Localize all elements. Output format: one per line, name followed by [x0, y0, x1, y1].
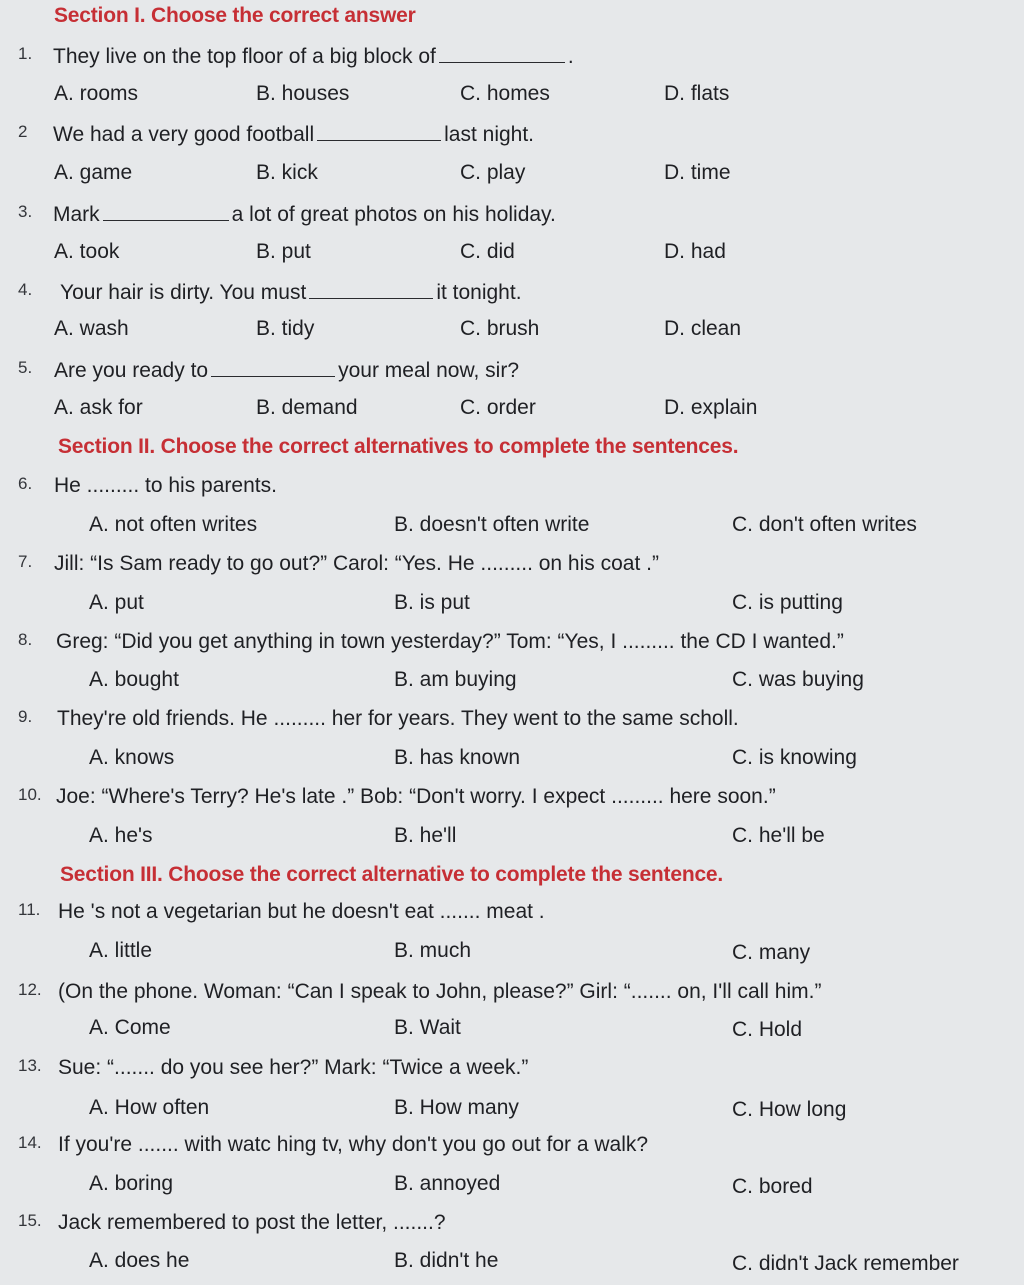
- option-d[interactable]: D. time: [664, 161, 731, 184]
- question-14: [0, 1133, 1024, 1165]
- option-c[interactable]: C. he'll be: [732, 824, 825, 847]
- question-number: 7.: [18, 552, 33, 571]
- option-c[interactable]: C. many: [732, 941, 811, 964]
- question-2: [0, 122, 1024, 154]
- question-text-end: it tonight.: [436, 281, 522, 304]
- option-b[interactable]: B. didn't he: [394, 1249, 499, 1272]
- section-2-title: Section II. Choose the correct alternatives to complete the sentences.: [58, 435, 739, 458]
- option-c[interactable]: C. Hold: [732, 1018, 803, 1041]
- option-c[interactable]: C. brush: [460, 317, 540, 340]
- option-b[interactable]: B. demand: [256, 396, 358, 419]
- option-a[interactable]: A. not often writes: [89, 513, 258, 536]
- question-number: 12.: [18, 980, 42, 999]
- question-text: If you're ....... with watc hing tv, why don't you go out for a walk?: [58, 1133, 649, 1156]
- question-text: Greg: “Did you get anything in town yesterday?” Tom: “Yes, I ......... the CD I wanted.”: [56, 630, 844, 653]
- option-a[interactable]: A. does he: [89, 1249, 190, 1272]
- answer-blank: [103, 202, 229, 221]
- option-b[interactable]: B. he'll: [394, 824, 457, 847]
- question-13: [0, 1056, 1024, 1088]
- option-c[interactable]: C. is putting: [732, 591, 843, 614]
- option-b[interactable]: B. houses: [256, 82, 350, 105]
- option-b[interactable]: B. kick: [256, 161, 318, 184]
- question-text: (On the phone. Woman: “Can I speak to John, please?” Girl: “....... on, I'll call him.”: [58, 980, 822, 1003]
- question-number: 5.: [18, 358, 33, 377]
- question-text: Sue: “....... do you see her?” Mark: “Twice a week.”: [58, 1056, 529, 1079]
- option-a[interactable]: A. little: [89, 939, 153, 962]
- question-text: They live on the top floor of a big block of: [53, 45, 436, 68]
- option-a[interactable]: A. How often: [89, 1096, 210, 1119]
- question-number: 3.: [18, 202, 33, 221]
- answer-blank: [211, 358, 335, 377]
- question-3: [0, 202, 1024, 234]
- question-10: [0, 785, 1024, 817]
- option-a[interactable]: A. boring: [89, 1172, 174, 1195]
- option-c[interactable]: C. How long: [732, 1098, 847, 1121]
- question-number: 4.: [18, 280, 33, 299]
- option-a[interactable]: A. took: [54, 240, 120, 263]
- question-6: [0, 474, 1024, 506]
- option-b[interactable]: B. has known: [394, 746, 521, 769]
- question-4: [0, 280, 1024, 312]
- question-text: Jill: “Is Sam ready to go out?” Carol: “Yes. He ......... on his coat .”: [54, 552, 659, 575]
- option-c[interactable]: C. did: [460, 240, 515, 263]
- question-number: 6.: [18, 474, 33, 493]
- option-c[interactable]: C. was buying: [732, 668, 864, 691]
- question-1: [0, 44, 1024, 76]
- question-8: [0, 630, 1024, 662]
- answer-blank: [439, 44, 565, 63]
- question-number: 11.: [18, 900, 41, 919]
- answer-blank: [317, 122, 441, 141]
- question-text: We had a very good football: [53, 123, 315, 146]
- question-text-end: a lot of great photos on his holiday.: [231, 203, 556, 226]
- option-b[interactable]: B. tidy: [256, 317, 315, 340]
- question-text: Mark: [53, 203, 100, 226]
- question-7: [0, 552, 1024, 584]
- option-d[interactable]: D. had: [664, 240, 726, 263]
- option-c[interactable]: C. is knowing: [732, 746, 857, 769]
- option-b[interactable]: B. much: [394, 939, 472, 962]
- option-d[interactable]: D. explain: [664, 396, 758, 419]
- section-3-title: Section III. Choose the correct alternative to complete the sentence.: [60, 863, 724, 886]
- option-d[interactable]: D. clean: [664, 317, 742, 340]
- option-c[interactable]: C. play: [460, 161, 526, 184]
- option-c[interactable]: C. don't often writes: [732, 513, 917, 536]
- question-number: 2: [18, 122, 28, 141]
- question-text: Joe: “Where's Terry? He's late .” Bob: “Don't worry. I expect ......... here soon.”: [56, 785, 776, 808]
- option-b[interactable]: B. am buying: [394, 668, 517, 691]
- option-a[interactable]: A. put: [89, 591, 144, 614]
- option-b[interactable]: B. is put: [394, 591, 470, 614]
- option-c[interactable]: C. bored: [732, 1175, 813, 1198]
- option-b[interactable]: B. Wait: [394, 1016, 461, 1039]
- option-b[interactable]: B. annoyed: [394, 1172, 501, 1195]
- question-11: [0, 900, 1024, 932]
- answer-blank: [309, 280, 433, 299]
- question-9: [0, 707, 1024, 739]
- option-a[interactable]: A. game: [54, 161, 133, 184]
- question-text: Jack remembered to post the letter, .......?: [58, 1211, 446, 1234]
- question-number: 13.: [18, 1056, 42, 1075]
- option-a[interactable]: A. knows: [89, 746, 175, 769]
- option-d[interactable]: D. flats: [664, 82, 730, 105]
- option-b[interactable]: B. How many: [394, 1096, 519, 1119]
- question-number: 8.: [18, 630, 33, 649]
- option-c[interactable]: C. order: [460, 396, 536, 419]
- option-a[interactable]: A. bought: [89, 668, 179, 691]
- question-text: Are you ready to: [54, 359, 209, 382]
- option-a[interactable]: A. Come: [89, 1016, 171, 1039]
- question-15: [0, 1211, 1024, 1243]
- question-text: He ......... to his parents.: [54, 474, 277, 497]
- option-c[interactable]: C. didn't Jack remember: [732, 1252, 959, 1275]
- question-text: They're old friends. He ......... her for years. They went to the same scholl.: [57, 707, 739, 730]
- question-text: He 's not a vegetarian but he doesn't eat ....... meat .: [58, 900, 545, 923]
- option-b[interactable]: B. doesn't often write: [394, 513, 590, 536]
- question-5: [0, 358, 1024, 390]
- question-text-end: your meal now, sir?: [338, 359, 520, 382]
- option-c[interactable]: C. homes: [460, 82, 550, 105]
- question-number: 1.: [18, 44, 33, 63]
- question-number: 9.: [18, 707, 33, 726]
- question-number: 15.: [18, 1211, 42, 1230]
- question-number: 10.: [18, 785, 42, 804]
- section-1-title: Section I. Choose the correct answer: [54, 4, 416, 27]
- question-number: 14.: [18, 1133, 42, 1152]
- question-12: [0, 980, 1024, 1012]
- question-text-end: last night.: [444, 123, 535, 146]
- option-a[interactable]: A. ask for: [54, 396, 143, 419]
- option-a[interactable]: A. wash: [54, 317, 129, 340]
- question-text: Your hair is dirty. You must: [60, 281, 307, 304]
- option-a[interactable]: A. he's: [89, 824, 153, 847]
- option-b[interactable]: B. put: [256, 240, 311, 263]
- question-text-end: .: [567, 45, 574, 68]
- option-a[interactable]: A. rooms: [54, 82, 139, 105]
